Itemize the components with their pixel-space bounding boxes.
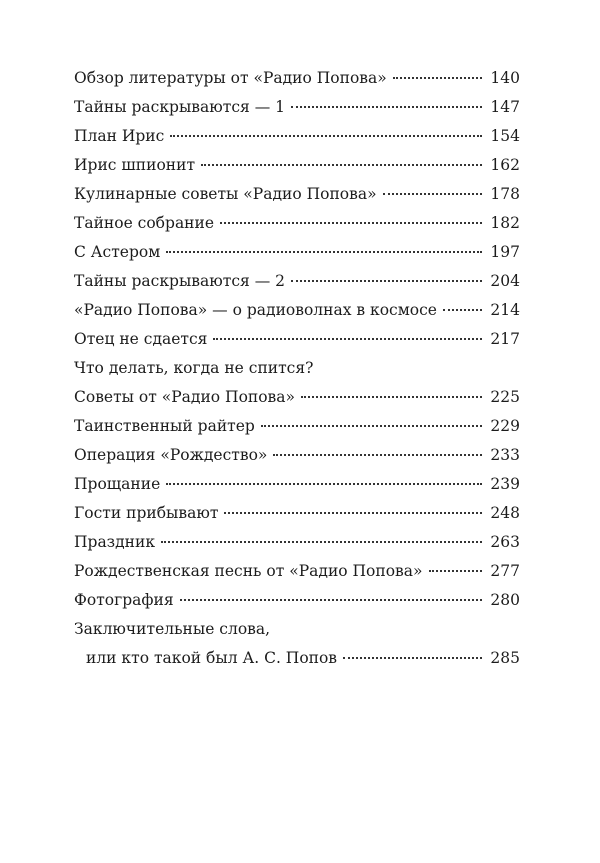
toc-entry-title: Ирис шпионит <box>74 156 196 174</box>
toc-entry-page-number: 280 <box>490 591 520 609</box>
dot-leader <box>220 222 482 224</box>
toc-entry-title: Отец не сдается <box>74 330 208 348</box>
toc-entry <box>74 267 520 296</box>
toc-entry <box>74 325 520 354</box>
toc-entry-page-number: 204 <box>490 272 520 290</box>
toc-entry-title: План Ирис <box>74 127 165 145</box>
toc-entry <box>74 470 520 499</box>
toc-entry-page-number: 182 <box>490 214 520 232</box>
toc-entry <box>74 180 520 209</box>
dot-leader <box>273 454 482 456</box>
toc-entry-title: Операция «Рождество» <box>74 446 268 464</box>
toc-entry <box>74 93 520 122</box>
toc-entry-title: Обзор литературы от «Радио Попова» <box>74 69 387 87</box>
dot-leader <box>443 309 482 311</box>
toc-entry-title: «Радио Попова» — о радиоволнах в космосе <box>74 301 437 319</box>
toc-entry <box>74 209 520 238</box>
toc-entry <box>74 644 520 673</box>
toc-entry <box>74 412 520 441</box>
toc-entry-page-number: 285 <box>490 649 520 667</box>
toc-entry-title: Кулинарные советы «Радио Попова» <box>74 185 377 203</box>
toc-entry <box>74 296 520 325</box>
dot-leader <box>161 541 482 543</box>
dot-leader <box>383 193 483 195</box>
toc-entry <box>74 528 520 557</box>
dot-leader <box>261 425 483 427</box>
toc-entry-title: или кто такой был А. С. Попов <box>86 649 338 667</box>
toc-entry <box>74 586 520 615</box>
toc-entry-title: С Астером <box>74 243 161 261</box>
toc-entry-title: Заключительные слова, <box>74 620 271 638</box>
dot-leader <box>301 396 482 398</box>
toc-entry-page-number: 154 <box>490 127 520 145</box>
toc-entry-page-number: 147 <box>490 98 520 116</box>
toc-entry-page-number: 225 <box>490 388 520 406</box>
toc-entry <box>74 383 520 412</box>
toc-entry <box>74 238 520 267</box>
toc-entry-page-number: 248 <box>490 504 520 522</box>
toc-entry-title: Тайны раскрываются — 1 <box>74 98 286 116</box>
toc-entry-page-number: 233 <box>490 446 520 464</box>
toc-entry <box>74 499 520 528</box>
toc-entry-page-number: 263 <box>490 533 520 551</box>
toc-entry <box>74 354 520 383</box>
dot-leader <box>170 135 482 137</box>
dot-leader <box>166 251 482 253</box>
dot-leader <box>213 338 482 340</box>
toc-entry-title: Тайное собрание <box>74 214 215 232</box>
toc-entry <box>74 122 520 151</box>
toc-entry-title: Праздник <box>74 533 156 551</box>
dot-leader <box>343 657 482 659</box>
dot-leader <box>291 280 482 282</box>
toc-entry <box>74 557 520 586</box>
toc-entry-page-number: 239 <box>490 475 520 493</box>
dot-leader <box>180 599 483 601</box>
toc-entry-page-number: 214 <box>490 301 520 319</box>
dot-leader <box>224 512 482 514</box>
toc-entry-page-number: 178 <box>490 185 520 203</box>
table-of-contents <box>74 64 520 673</box>
toc-entry-page-number: 140 <box>490 69 520 87</box>
toc-entry-title: Гости прибывают <box>74 504 219 522</box>
dot-leader <box>166 483 482 485</box>
dot-leader <box>393 77 483 79</box>
toc-entry-page-number: 162 <box>490 156 520 174</box>
toc-entry-page-number: 229 <box>490 417 520 435</box>
toc-entry <box>74 64 520 93</box>
toc-entry-title: Таинственный райтер <box>74 417 255 435</box>
toc-entry-title: Что делать, когда не спится? <box>74 359 314 377</box>
toc-entry <box>74 151 520 180</box>
toc-entry-title: Рождественская песнь от «Радио Попова» <box>74 562 423 580</box>
toc-entry-page-number: 217 <box>490 330 520 348</box>
toc-entry <box>74 615 520 644</box>
toc-entry-title: Тайны раскрываются — 2 <box>74 272 286 290</box>
dot-leader <box>201 164 482 166</box>
dot-leader <box>429 570 483 572</box>
toc-entry-page-number: 277 <box>490 562 520 580</box>
toc-entry-title: Прощание <box>74 475 161 493</box>
toc-entry-title: Советы от «Радио Попова» <box>74 388 296 406</box>
toc-entry-title: Фотография <box>74 591 174 609</box>
dot-leader <box>291 106 482 108</box>
toc-entry-page-number: 197 <box>490 243 520 261</box>
toc-entry <box>74 441 520 470</box>
